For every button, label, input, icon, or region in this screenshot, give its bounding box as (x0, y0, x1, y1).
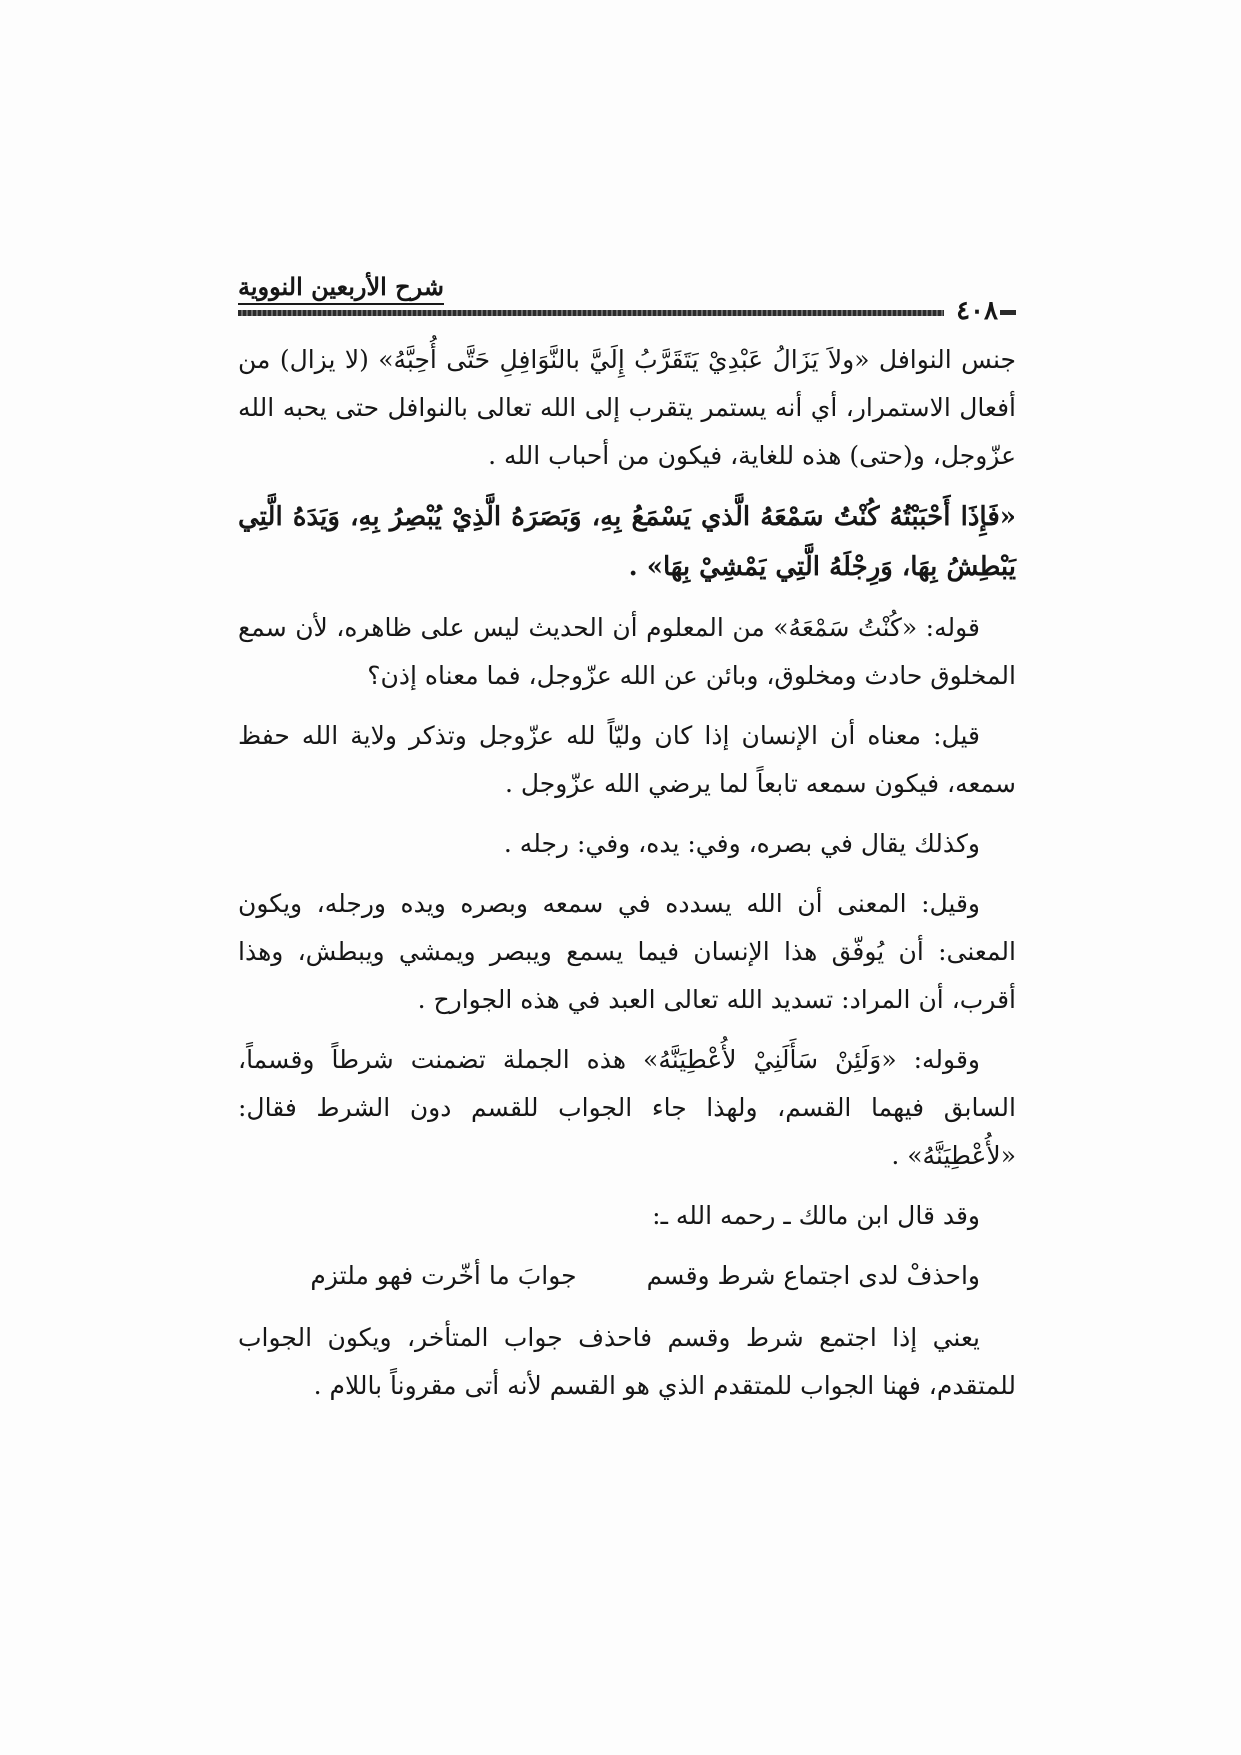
verse-first-hemistich: واحذفْ لدى اجتماع شرط وقسم (646, 1261, 980, 1290)
page-number: ٤٠٨ (956, 296, 998, 326)
header-rule-end (1000, 310, 1016, 315)
closing-paragraph: يعني إذا اجتمع شرط وقسم فاحذف جواب المتأخر، ويكون الجواب للمتقدم، فهنا الجواب للمتقدم الذي هو القسم لأنه أتى مقروناً باللام . (238, 1323, 1016, 1400)
paragraph-5: وقيل: المعنى أن الله يسدده في سمعه وبصره ويده ورجله، ويكون المعنى: أن يُوفّق هذا الإنسان فيما يسمع ويبصر ويمشي ويبطش، وهذا أقرب، أن المراد: تسديد الله تعالى العبد في هذه الجوارح . (238, 889, 1016, 1014)
poetry-verse (238, 1252, 1016, 1300)
running-header (238, 272, 1016, 326)
hadith-quote: «فَإِذَا أَحْبَبْتُهُ كُنْتُ سَمْعَهُ الَّذي يَسْمَعُ بِهِ، وَبَصَرَهُ الَّذِيْ يُبْصِرُ بِهِ، وَيَدَهُ الَّتِي يَبْطِشُ بِهَا، وَرِجْلَهُ الَّتِي يَمْشِيْ بِهَا» . (238, 502, 1016, 582)
book-title: شرح الأربعين النووية (238, 272, 444, 305)
paragraph-3: قيل: معناه أن الإنسان إذا كان وليّاً لله عزّوجل وتذكر ولاية الله حفظ سمعه، فيكون سمعه تابعاً لما يرضي الله عزّوجل . (238, 721, 1016, 798)
paragraph-1: جنس النوافل «ولاَ يَزَالُ عَبْدِيْ يَتَقَرَّبُ إِلَيَّ بالنَّوَافِلِ حَتَّى أُحِبَّهُ» (لا يزال) من أفعال الاستمرار، أي أنه يستمر يتقرب إلى الله تعالى بالنوافل حتى يحبه الله عزّوجل، و(حتى) هذه للغاية، فيكون من أحباب الله . (238, 345, 1016, 470)
paragraph-6: وقوله: «وَلَئِنْ سَأَلَنِيْ لأُعْطِيَنَّهُ» هذه الجملة تضمنت شرطاً وقسماً، السابق فيهما القسم، ولهذا جاء الجواب للقسم دون الشرط فقال: «لأُعْطِيَنَّهُ» . (238, 1045, 1016, 1170)
paragraph-2: قوله: «كُنْتُ سَمْعَهُ» من المعلوم أن الحديث ليس على ظاهره، لأن سمع المخلوق حادث ومخلوق، وبائن عن الله عزّوجل، فما معناه إذن؟ (238, 613, 1016, 690)
body-text (238, 336, 1016, 1516)
verse-second-hemistich: جوابَ ما أخّرت فهو ملتزم (310, 1261, 577, 1290)
paragraph-7: وقد قال ابن مالك ـ رحمه الله ـ: (652, 1201, 980, 1230)
header-rule (238, 310, 944, 316)
paragraph-4: وكذلك يقال في بصره، وفي: يده، وفي: رجله . (503, 829, 980, 858)
